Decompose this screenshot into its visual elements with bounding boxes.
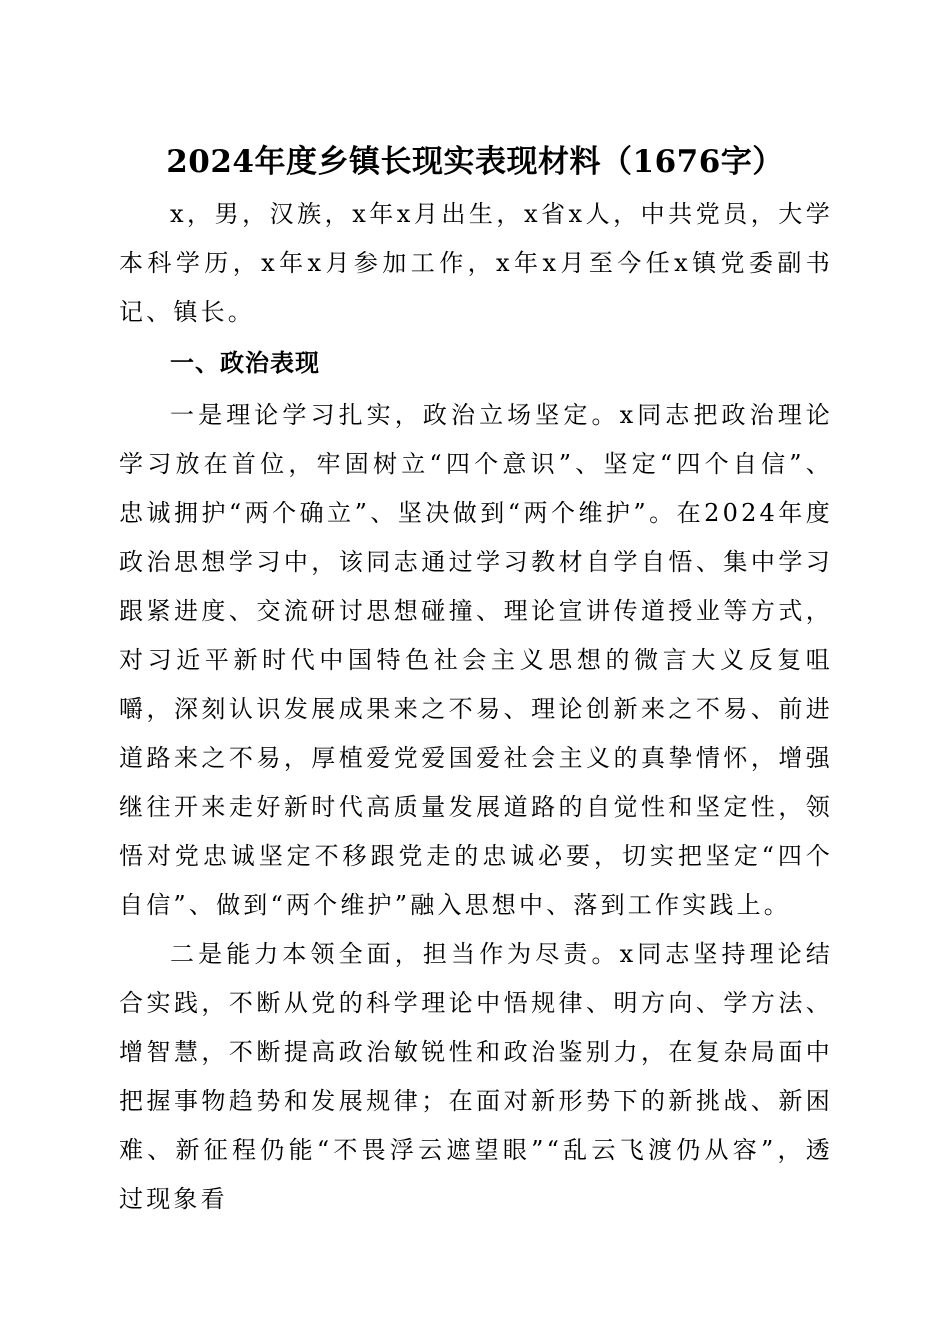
body-paragraph: 二是能力本领全面，担当作为尽责。x同志坚持理论结合实践，不断从党的科学理论中悟规律、明方向、学方法、增智慧，不断提高政治敏锐性和政治鉴别力，在复杂局面中把握事物趋势和发展规律；在面对新形势下的新挑战、新困难、新征程仍能“不畏浮云遮望眼”“乱云飞渡仍从容”，透过现象看: [119, 940, 833, 1213]
document-title: 2024年度乡镇长现实表现材料（1676字）: [166, 144, 784, 180]
intro-paragraph: x，男，汉族，x年x月出生，x省x人，中共党员，大学本科学历，x年x月参加工作，x年x月至今任x镇党委副书记、镇长。: [119, 200, 833, 326]
document-body: [119, 190, 833, 1224]
body-paragraph: 一是理论学习扎实，政治立场坚定。x同志把政治理论学习放在首位，牢固树立“四个意识”、坚定“四个自信”、忠诚拥护“两个确立”、坚决做到“两个维护”。在2024年度政治思想学习中，该同志通过学习教材自学自悟、集中学习跟紧进度、交流研讨思想碰撞、理论宣讲传道授业等方式，对习近平新时代中国特色社会主义思想的微言大义反复咀嚼，深刻认识发展成果来之不易、理论创新来之不易、前进道路来之不易，厚植爱党爱国爱社会主义的真挚情怀，增强继往开来走好新时代高质量发展道路的自觉性和坚定性，领悟对党忠诚坚定不移跟党走的忠诚必要，切实把坚定“四个自信”、做到“两个维护”融入思想中、落到工作实践上。: [119, 401, 833, 919]
section-heading: 一、政治表现: [170, 349, 320, 377]
